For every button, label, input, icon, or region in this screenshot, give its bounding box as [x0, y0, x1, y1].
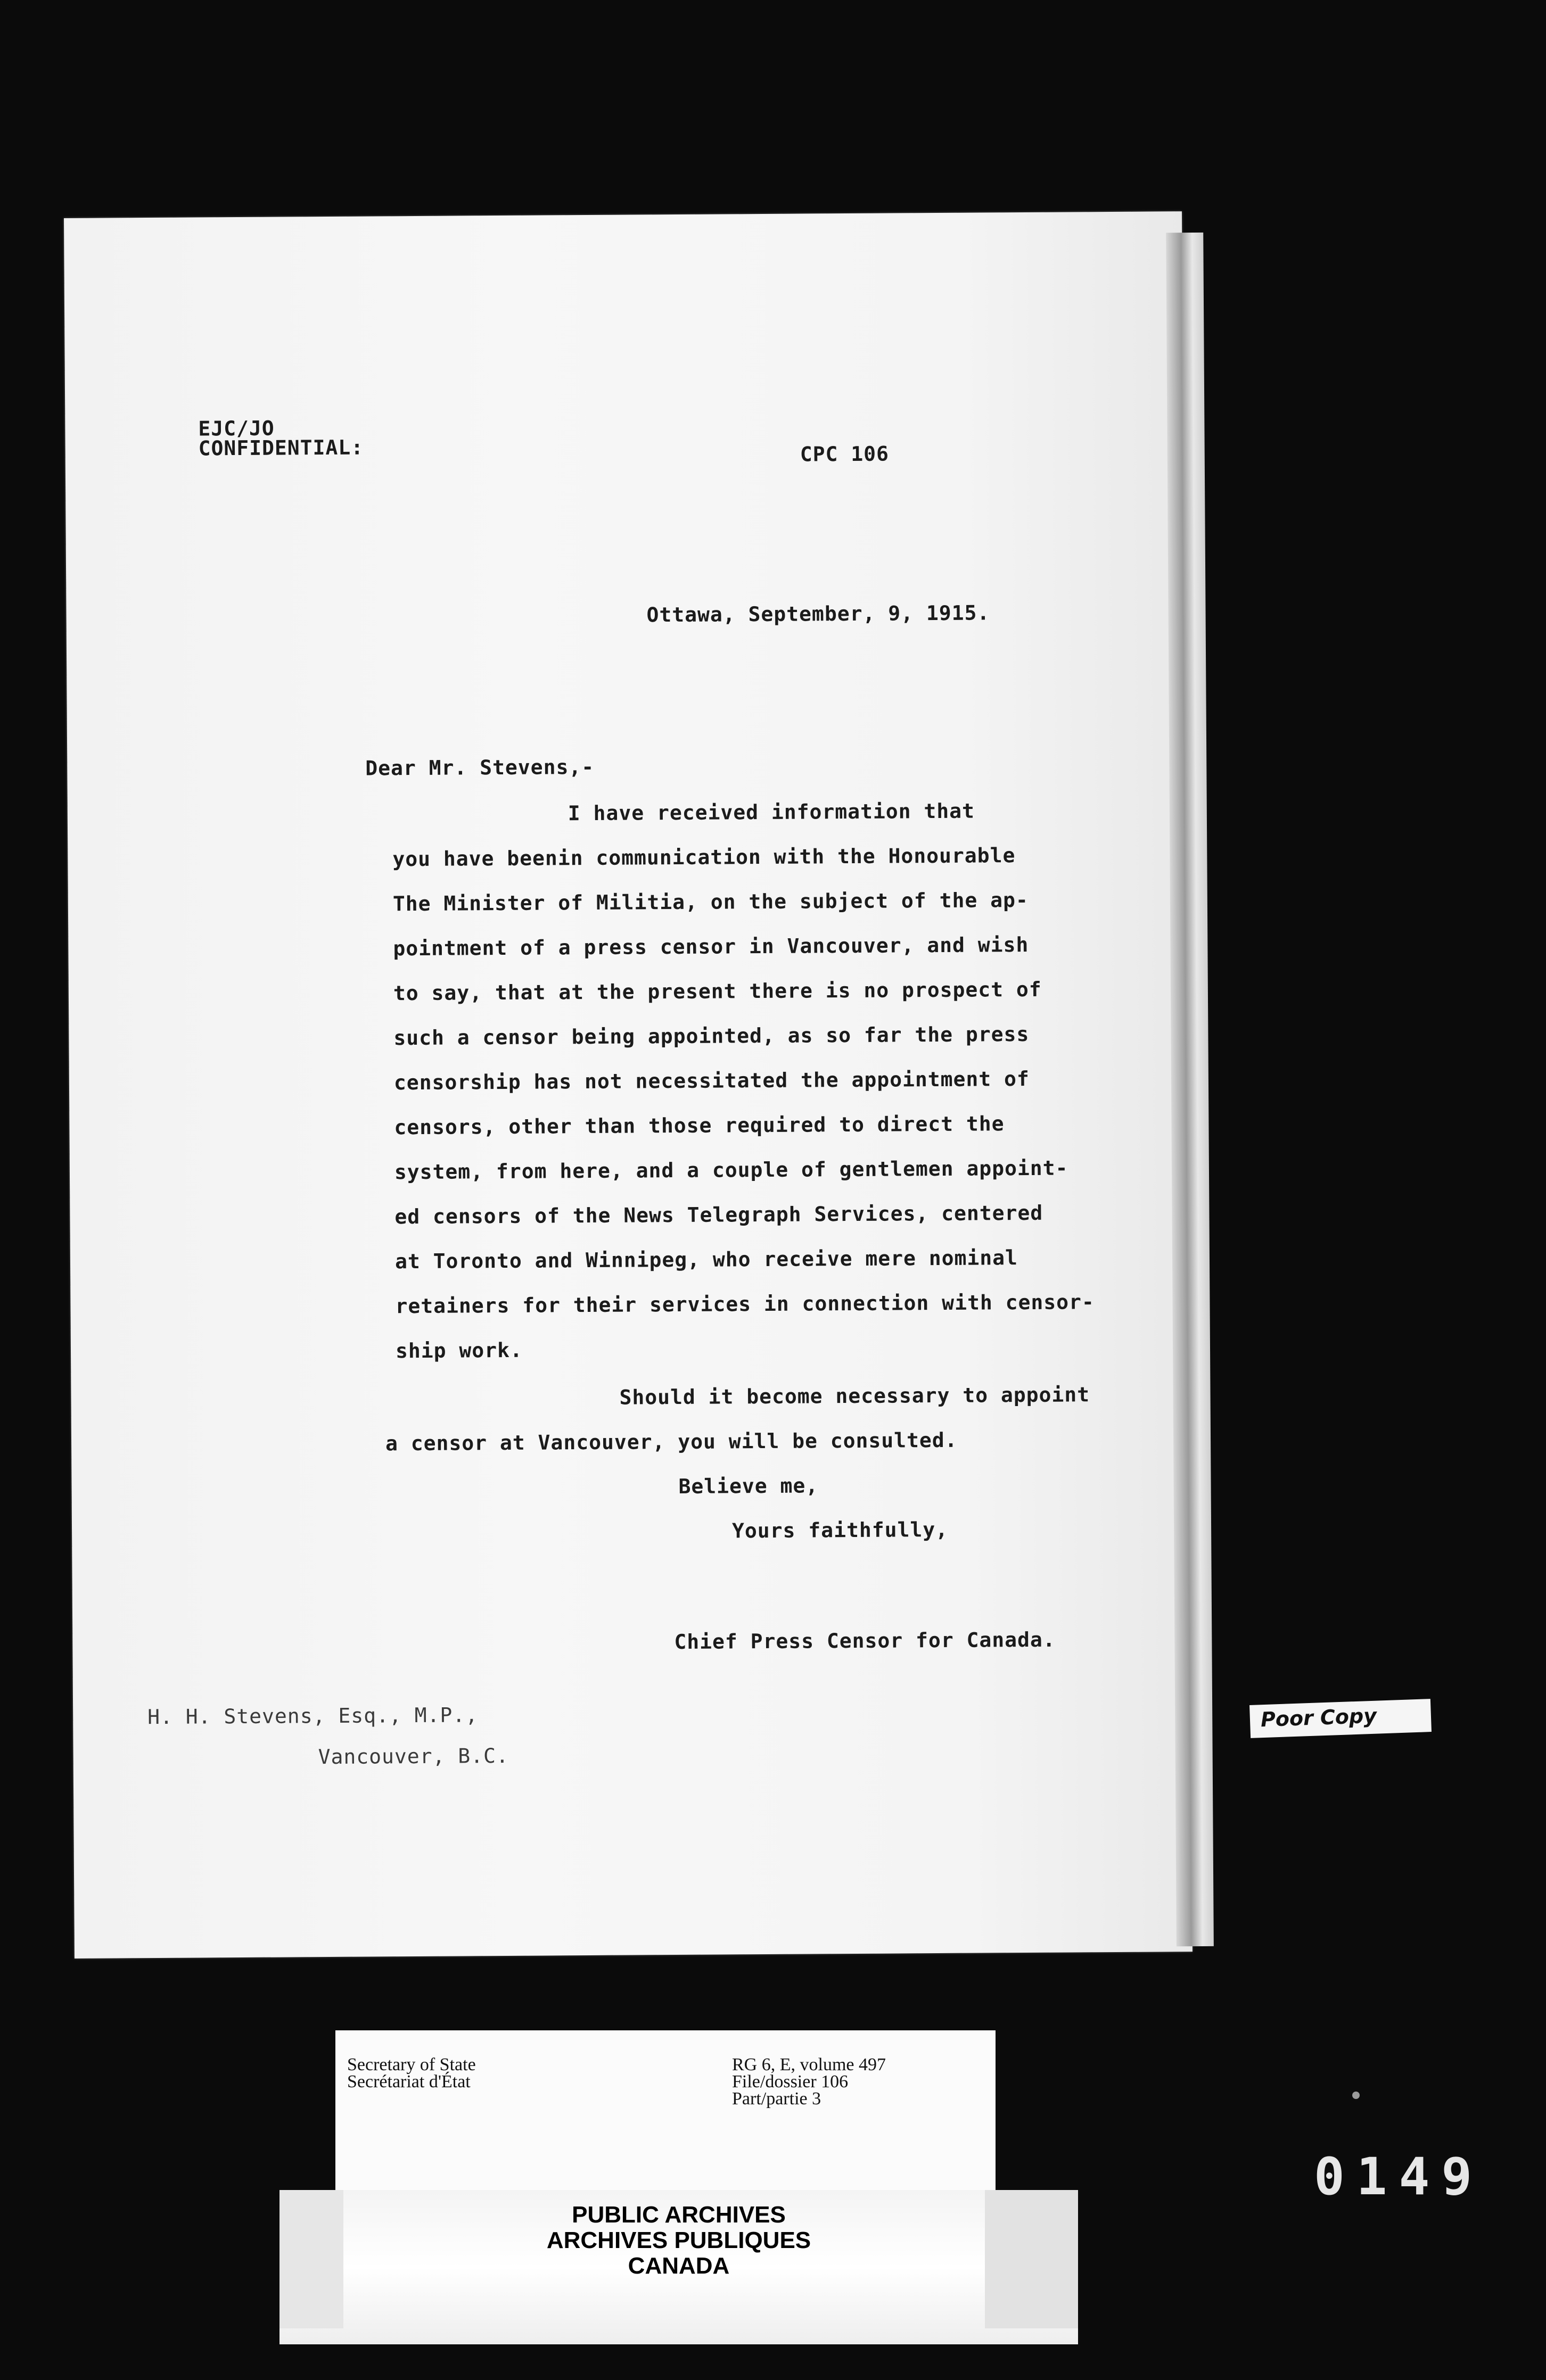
frame-number: 0149: [1314, 2150, 1484, 2203]
file-code: CPC 106: [800, 442, 890, 466]
body-line: censors, other than those required to direct the: [394, 1112, 1005, 1139]
body-line: ed censors of the News Telegraph Services, centered: [394, 1201, 1043, 1229]
closing-believe-me: Believe me,: [678, 1474, 819, 1498]
archives-country: CANADA: [628, 2253, 730, 2279]
body-line: system, from here, and a couple of gentlemen appoint-: [394, 1156, 1068, 1184]
reference-initials: EJC/JO: [198, 416, 275, 441]
film-speck: [1352, 2092, 1360, 2099]
archives-name-en: PUBLIC ARCHIVES: [572, 2202, 786, 2228]
addressee-city: Vancouver, B.C.: [318, 1743, 509, 1769]
body-line: ship work.: [395, 1338, 523, 1363]
poor-copy-label: Poor Copy: [1260, 1704, 1377, 1732]
body-line: I have received information that: [568, 799, 975, 825]
body-line: censorship has not necessitated the appointment of: [393, 1067, 1030, 1095]
body-line: to say, that at the present there is no prospect of: [393, 977, 1042, 1005]
body-line: you have beenin communication with the Honourable: [392, 844, 1016, 871]
department-en: Secretary of State: [347, 2055, 476, 2075]
addressee-name: H. H. Stevens, Esq., M.P.,: [147, 1703, 479, 1729]
archive-reference-card: [335, 2030, 996, 2190]
body-line: such a censor being appointed, as so far the press: [393, 1022, 1030, 1050]
closing-yours-faithfully: Yours faithfully,: [731, 1517, 949, 1543]
letter-sheet: [64, 211, 1193, 1958]
body-line: a censor at Vancouver, you will be consulted.: [385, 1428, 958, 1456]
body-line: at Toronto and Winnipeg, who receive mere nominal: [394, 1246, 1018, 1274]
body-line: The Minister of Militia, on the subject of the ap-: [392, 888, 1029, 916]
part-number: Part/partie 3: [732, 2089, 821, 2109]
body-line: pointment of a press censor in Vancouver, and wish: [393, 932, 1029, 961]
archives-name-fr: ARCHIVES PUBLIQUES: [546, 2227, 811, 2253]
sheet-edge-shadow: [1166, 233, 1214, 1946]
department-fr: Secrétariat d'État: [347, 2072, 471, 2092]
poor-copy-stamp: [1249, 1699, 1432, 1738]
record-group: RG 6, E, volume 497: [732, 2055, 886, 2075]
signature-title: Chief Press Censor for Canada.: [674, 1627, 1056, 1654]
file-number: File/dossier 106: [732, 2072, 849, 2092]
salutation: Dear Mr. Stevens,-: [365, 755, 595, 780]
body-line: retainers for their services in connection with censor-: [395, 1290, 1095, 1318]
body-line: Should it become necessary to appoint: [619, 1383, 1090, 1409]
classification-mark: CONFIDENTIAL:: [198, 435, 364, 460]
date-line: Ottawa, September, 9, 1915.: [646, 601, 990, 627]
